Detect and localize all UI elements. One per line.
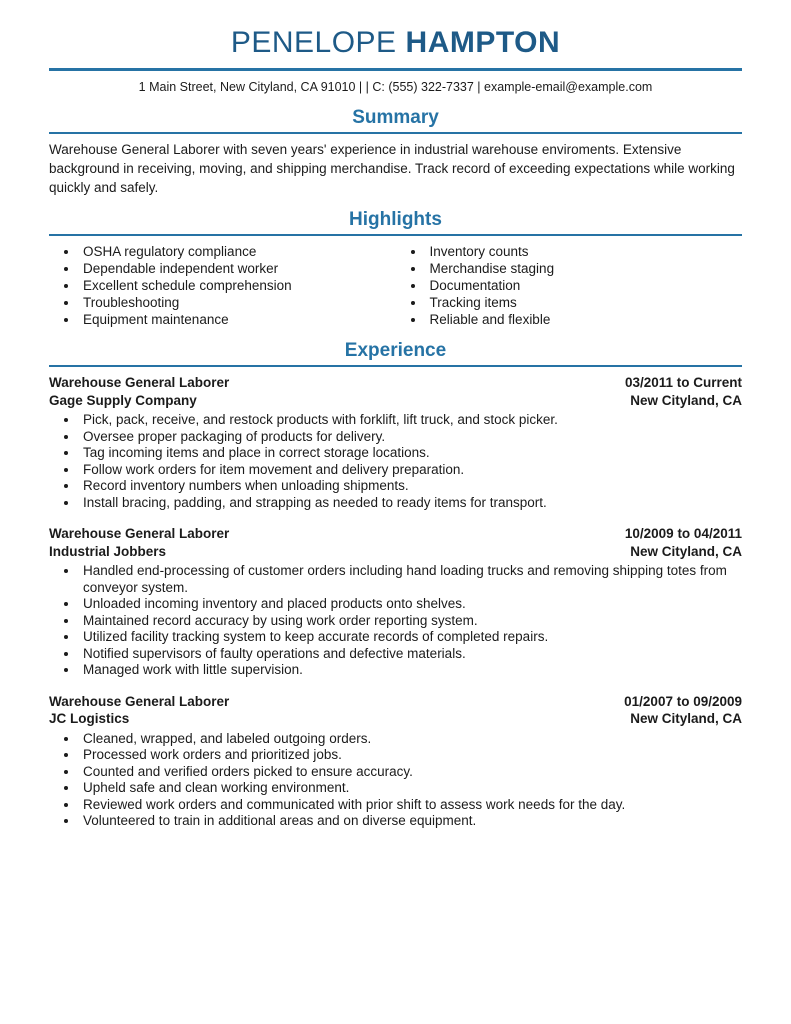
job-bullet-list — [49, 563, 742, 679]
highlight-item: • Inventory counts — [426, 243, 743, 260]
highlights-left-column — [49, 243, 396, 328]
job-bullet: • Managed work with little supervision. — [79, 662, 742, 679]
highlight-item: • Merchandise staging — [426, 260, 743, 277]
job-bullet: • Counted and verified orders picked to ensure accuracy. — [79, 764, 742, 781]
job-location: New Cityland, CA — [630, 392, 742, 408]
job-location: New Cityland, CA — [630, 543, 742, 559]
job-bullet-list — [49, 412, 742, 511]
job-bullet: • Tag incoming items and place in correct storage locations. — [79, 445, 742, 462]
job-entry — [49, 693, 742, 830]
job-dates: 01/2007 to 09/2009 — [624, 693, 742, 709]
job-bullet-list — [49, 731, 742, 830]
job-bullet: • Upheld safe and clean working environment. — [79, 780, 742, 797]
summary-divider — [49, 132, 742, 134]
job-company: Industrial Jobbers — [49, 543, 167, 559]
job-bullet: • Unloaded incoming inventory and placed products onto shelves. — [79, 596, 742, 613]
job-company: Gage Supply Company — [49, 392, 197, 408]
job-company-row — [49, 392, 742, 410]
job-bullet: • Reviewed work orders and communicated with prior shift to assess work needs for the day. — [79, 797, 742, 814]
job-dates: 10/2009 to 04/2011 — [624, 526, 742, 541]
highlights-section-title: Highlights — [349, 209, 442, 230]
contact-line: 1 Main Street, New Cityland, CA 91010 | | C: (555) 322-7337 | example-email@example.com — [138, 80, 653, 94]
job-bullet: • Cleaned, wrapped, and labeled outgoing orders. — [79, 731, 742, 748]
job-bullet: • Install bracing, padding, and strapping as needed to ready items for transport. — [79, 495, 742, 512]
highlight-item: • Excellent schedule comprehension — [79, 277, 396, 294]
job-company: JC Logistics — [49, 711, 130, 726]
job-header-row — [49, 693, 742, 711]
job-title: Warehouse General Laborer — [49, 693, 230, 709]
job-company-row — [49, 710, 742, 728]
highlight-item: • Dependable independent worker — [79, 260, 396, 277]
person-first-name: PENELOPE — [230, 26, 397, 59]
highlights-right-column — [396, 243, 743, 328]
highlight-item: • Documentation — [426, 277, 743, 294]
job-bullet: • Follow work orders for item movement and delivery preparation. — [79, 462, 742, 479]
job-bullet: • Processed work orders and prioritized jobs. — [79, 747, 742, 764]
person-last-name: HAMPTON — [405, 26, 561, 59]
highlight-item: • Tracking items — [426, 294, 743, 311]
experience-section-title: Experience — [344, 340, 447, 361]
person-name — [49, 26, 742, 60]
job-header-row — [49, 374, 742, 392]
highlight-item: • Equipment maintenance — [79, 311, 396, 328]
job-header-row — [49, 525, 742, 543]
job-bullet: • Oversee proper packaging of products for delivery. — [79, 429, 742, 446]
highlight-item: • OSHA regulatory compliance — [79, 243, 396, 260]
highlights-columns — [49, 243, 742, 328]
highlights-divider — [49, 234, 742, 236]
job-bullet: • Volunteered to train in additional areas and on diverse equipment. — [79, 813, 742, 830]
job-bullet: • Record inventory numbers when unloading shipments. — [79, 478, 742, 495]
job-bullet: • Utilized facility tracking system to keep accurate records of completed repairs. — [79, 629, 742, 646]
summary-text: Warehouse General Laborer with seven years' experience in industrial warehouse enviroments. Extensive background in receiving, moving, and shipping merchandise. Track record of exceeding expectations while working quickly and safely. — [49, 142, 735, 195]
job-bullet: • Handled end-processing of customer orders including hand loading trucks and removing shipping totes from conveyor system. — [79, 563, 742, 596]
job-bullet: • Maintained record accuracy by using work order reporting system. — [79, 613, 742, 630]
job-entry — [49, 525, 742, 679]
job-bullet: • Notified supervisors of faulty operations and defective materials. — [79, 646, 742, 663]
highlight-item: • Troubleshooting — [79, 294, 396, 311]
job-title: Warehouse General Laborer — [49, 375, 230, 390]
job-bullet: • Pick, pack, receive, and restock products with forklift, lift truck, and stock picker. — [79, 412, 742, 429]
highlight-item: • Reliable and flexible — [426, 311, 743, 328]
job-location: New Cityland, CA — [630, 711, 742, 726]
job-company-row — [49, 543, 742, 561]
job-entry — [49, 374, 742, 511]
job-title: Warehouse General Laborer — [49, 526, 230, 541]
header-divider — [49, 68, 742, 71]
experience-divider — [49, 365, 742, 367]
summary-section-title: Summary — [352, 107, 439, 128]
job-dates: 03/2011 to Current — [624, 375, 742, 390]
